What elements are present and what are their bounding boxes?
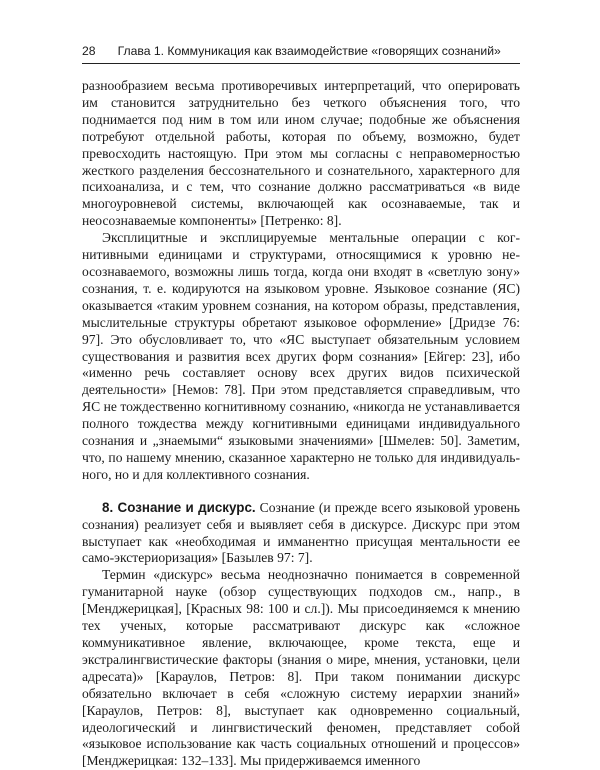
paragraph-3-text: Сознание (и прежде всего языковой уровень сознания) реализует себя и выявляет себя в дискурсе. Дискурс при этом выступает как «необходимая и имманентно присущая ментальности ее само-экстериоризация» [Базылев 97: 7]. (82, 499, 520, 566)
paragraph-3 (82, 500, 520, 568)
running-head (82, 44, 520, 64)
chapter-title: Глава 1. Коммуникация как взаимодействие «говорящих сознаний» (117, 44, 501, 58)
paragraph-2: Эксплицитные и эксплицируемые ментальные операции с когнитивными единицами и структурами, относящимися к уровню неосознаваемого, возможны лишь тогда, когда они входят в «светлую зону» сознания, т. е. кодируются на языковом уровне. Языковое сознание (ЯС) оказывается «таким уровнем сознания, на котором образы, представления, мыслительные структуры обретают языковое оформление» [Дридзе 76: 97]. Это обусловливает то, что «ЯС выступает обязательным условием существования и развития всех других форм сознания» [Ейгер: 23], ибо «именно речь составляет основу всех других видов психической деятельности» [Немов: 78]. При этом представляется справедливым, что ЯС не тождественно когнитивному сознанию, «никогда не устанавливается полного тождества между когнитивными единицами индивидуального сознания и „знаемыми“ языковыми значениями» [Шмелев: 50]. Заметим, что, по нашему мнению, сказанное характерно не только для индивидуального, но и для коллективного сознания. (82, 230, 520, 482)
page-body (82, 78, 520, 770)
section-heading: 8. Сознание и дискурс. (102, 499, 256, 515)
page-number: 28 (82, 44, 96, 58)
paragraph-4: Термин «дискурс» весьма неоднозначно понимается в современной гуманитарной науке (обзор существующих подходов см., напр., в [Менджерицкая], [Красных 98: 100 и сл.]). Мы присоединяемся к мнению тех ученых, которые рассматривают дискурс как «сложное коммуникативное явление, включающее, кроме текста, еще и экстралингвистические факторы (знания о мире, мнения, установки, цели адресата)» [Караулов, Петров: 8]. При таком понимании дискурс обязательно включает в себя «сложную систему иерархии знаний» [Караулов, Петров: 8], выступает как одновременно социальный, идеологический и лингвистический феномен, представляет собой «языковое использование как часть социальных отношений и процессов» [Менджерицкая: 132–133]. Мы придерживаемся именного (82, 567, 520, 769)
paragraph-1: разнообразием весьма противоречивых интерпретаций, что оперировать им становится затруднительно без четкого объяснения того, что поднимается под ним в том или ином случае; подобные же объяснения потребуют отдельной работы, которая по объему, возможно, будет превосходить настоящую. При этом мы согласны с неправомерностью жесткого разделения бессознательного и сознательного, характерного для психоанализа, и с тем, что сознание должно рассматриваться «в виде многоуровневой системы, включающей как осознаваемые, так и неосознаваемые компоненты» [Петренко: 8]. (82, 78, 520, 229)
